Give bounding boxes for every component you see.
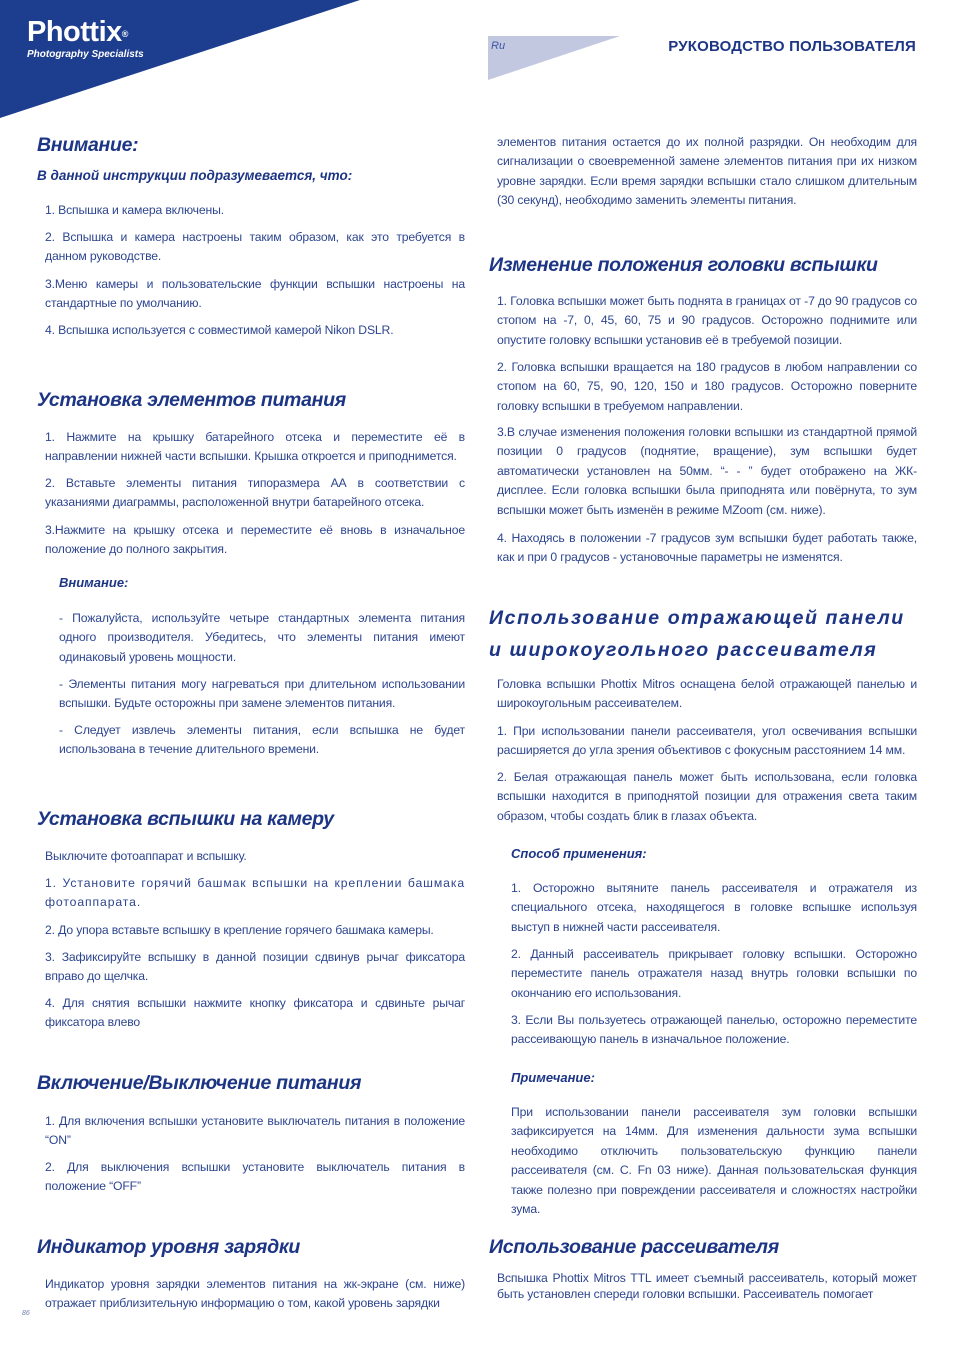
head-title: Изменение положения головки вспышки [489,254,878,276]
reflector-item-1: 1. При использовании панели рассеивателя, угол освечивания вспышки расширяется до угла зрения объективов с фокусным расстоянием 14 мм. [497,724,917,758]
mount-item-1: 1. Установите горячий башмак вспышки на креплении башмака фотоаппарата. [45,876,465,910]
reflector-note-title: Примечание: [511,1070,595,1085]
power-title: Включение/Выключение питания [37,1072,362,1094]
head-item-3: 3.В случае изменения положения головки вспышки из стандартной прямой позиции 0 градусов (поднятие, вращение), зум вспышки будет автоматически установлен на 50мм. “- - ” будет отображено на ЖК-дисплее. Если головка вспышки была приподнята или повёрнута, то зум вспышки может быть изменён в режиме MZoom (см. ниже). [497,425,917,517]
reflector-note-text: При использовании панели рассеивателя зум головки вспышки зафиксируется на 14мм. Для изменения дальности зума вспышки необходимо отключить пользовательскую функцию панели рассеивателя (см. C. Fn 03 ниже). Данная пользовательская функция также полезно при повреждении рассеивателя и сложностях настройки зума. [511,1105,917,1217]
power-section [37,1072,457,1095]
head-item-2: 2. Головка вспышки вращается на 180 градусов в любом направлении со стопом на 60, 75, 90, 120, 150 и 180 градусов. Осторожно поверните головку вспышки в требуемом направлении. [497,360,917,413]
trademark-mark: ® [121,29,128,39]
batteries-item-2: 2. Вставьте элементы питания типоразмера АА в соответствии с указаниями диаграммы, расположенной внутри батарейного отсека. [45,476,465,510]
reflector-section [489,602,917,666]
diffuser-text: Вспышка Phottix Mitros TTL имеет съемный рассеиватель, который может быть установлен спереди головки вспышки. Рассеиватель помогает [497,1271,917,1301]
manual-title: РУКОВОДСТВО ПОЛЬЗОВАТЕЛЯ [668,38,916,55]
reflector-item-2: 2. Белая отражающая панель может быть использована, если головка вспышки находится в приподнятой позиции для отражения света таким образом, чтобы создать блик в глазах объекта. [497,770,917,823]
attention-item-4: 4. Вспышка используется с совместимой камерой Nikon DSLR. [45,323,394,337]
attention-title: Внимание: [37,134,139,156]
language-tab [488,36,620,80]
batteries-section [37,389,457,412]
attention-item-1: 1. Вспышка и камера включены. [45,203,224,217]
batteries-item-1: 1. Нажмите на крышку батарейного отсека и переместите её в направлении нижней части вспышки. Крышка откроется и приподнимется. [45,430,465,464]
attention-item-3: 3.Меню камеры и пользовательские функции вспышки настроены на стандартные по умолчанию. [45,277,465,311]
attention-section [37,134,457,157]
charge-continued-text: элементов питания остается до их полной разрядки. Он необходим для сигнализации о своевременной замене элементов питания при их низком уровне зарядки. Если время зарядки вспышки стало слишком длительным (30 секунд), необходимо заменить элементы питания. [497,135,917,208]
method-item-1: 1. Осторожно вытяните панель рассеивателя и отражателя из специального отсека, находящегося в головке вспышке используя выступ в нижней части рассеивателя. [511,881,917,934]
batteries-note-title: Внимание: [59,575,129,590]
power-item-1: 1. Для включения вспышки установите выключатель питания в положение “ON” [45,1114,465,1148]
mount-item-2: 2. До упора вставьте вспышку в крепление горячего башмака камеры. [45,923,434,937]
batteries-note-1: - Пожалуйста, используйте четыре стандартных элемента питания одного производителя. Убедитесь, что элементы питания имеют одинаковый уровень мощности. [59,611,465,664]
batteries-item-3: 3.Нажмите на крышку отсека и переместите её вновь в изначальное положение до полного закрытия. [45,523,465,557]
brand-tagline: Photography Specialists [27,49,144,60]
charge-title: Индикатор уровня зарядки [37,1236,301,1258]
method-item-3: 3. Если Вы пользуетесь отражающей панелью, осторожно переместите рассеивающую панель в изначальное положение. [511,1013,917,1047]
batteries-note-2: - Элементы питания могу нагреваться при длительном использовании вспышки. Будьте осторожны при замене элементов питания. [59,677,465,711]
language-label: Ru [491,40,506,52]
brand-name: Phottix [27,16,122,48]
page-number: 86 [22,1310,30,1317]
head-item-1: 1. Головка вспышки может быть поднята в границах от -7 до 90 градусов со стопом на -7, 0, 45, 60, 75 и 90 градусов. Осторожно поднимите или опустите головку вспышки установив её в требуемой позиции. [497,294,917,347]
batteries-note-3: - Следует извлечь элементы питания, если вспышка не будет использована в течение длительного времени. [59,723,465,757]
head-item-4: 4. Находясь в положении -7 градусов зум вспышки будет работать также, как и при 0 градусов - установочные параметры не изменятся. [497,531,917,565]
diffuser-title: Использование рассеивателя [489,1236,779,1258]
brand-logo [27,16,144,60]
mount-title: Установка вспышки на камеру [37,808,334,830]
mount-item-3: 3. Зафиксируйте вспышку в данной позиции сдвинув рычаг фиксатора вправо до щелчка. [45,950,465,984]
power-item-2: 2. Для выключения вспышки установите выключатель питания в положение “OFF” [45,1160,465,1194]
diffuser-section [489,1236,909,1259]
mount-item-4: 4. Для снятия вспышки нажмите кнопку фиксатора и сдвиньте рычаг фиксатора влево [45,996,465,1030]
reflector-item-0: Головка вспышки Phottix Mitros оснащена белой отражающей панелью и широкоугольным рассеивателем. [497,677,917,711]
mount-section [37,808,457,831]
method-title: Способ применения: [511,846,647,861]
batteries-title: Установка элементов питания [37,389,346,411]
charge-text: Индикатор уровня зарядки элементов питания на жк-экране (см. ниже) отражает приблизительную информацию о том, какой уровень зарядки [45,1277,465,1311]
attention-subtitle: В данной инструкции подразумевается, что: [37,168,353,183]
mount-item-0: Выключите фотоаппарат и вспышку. [45,849,247,863]
method-item-2: 2. Данный рассеиватель прикрывает головку вспышки. Осторожно переместите панель отражателя назад внутрь головки вспышки по окончанию его использования. [511,947,917,1000]
reflector-title: Использование отражающей панели и широкоугольного рассеивателя [489,607,905,661]
attention-item-2: 2. Вспышка и камера настроены таким образом, как это требуется в данном руководстве. [45,230,465,264]
charge-section [37,1236,457,1259]
head-section [489,254,909,277]
